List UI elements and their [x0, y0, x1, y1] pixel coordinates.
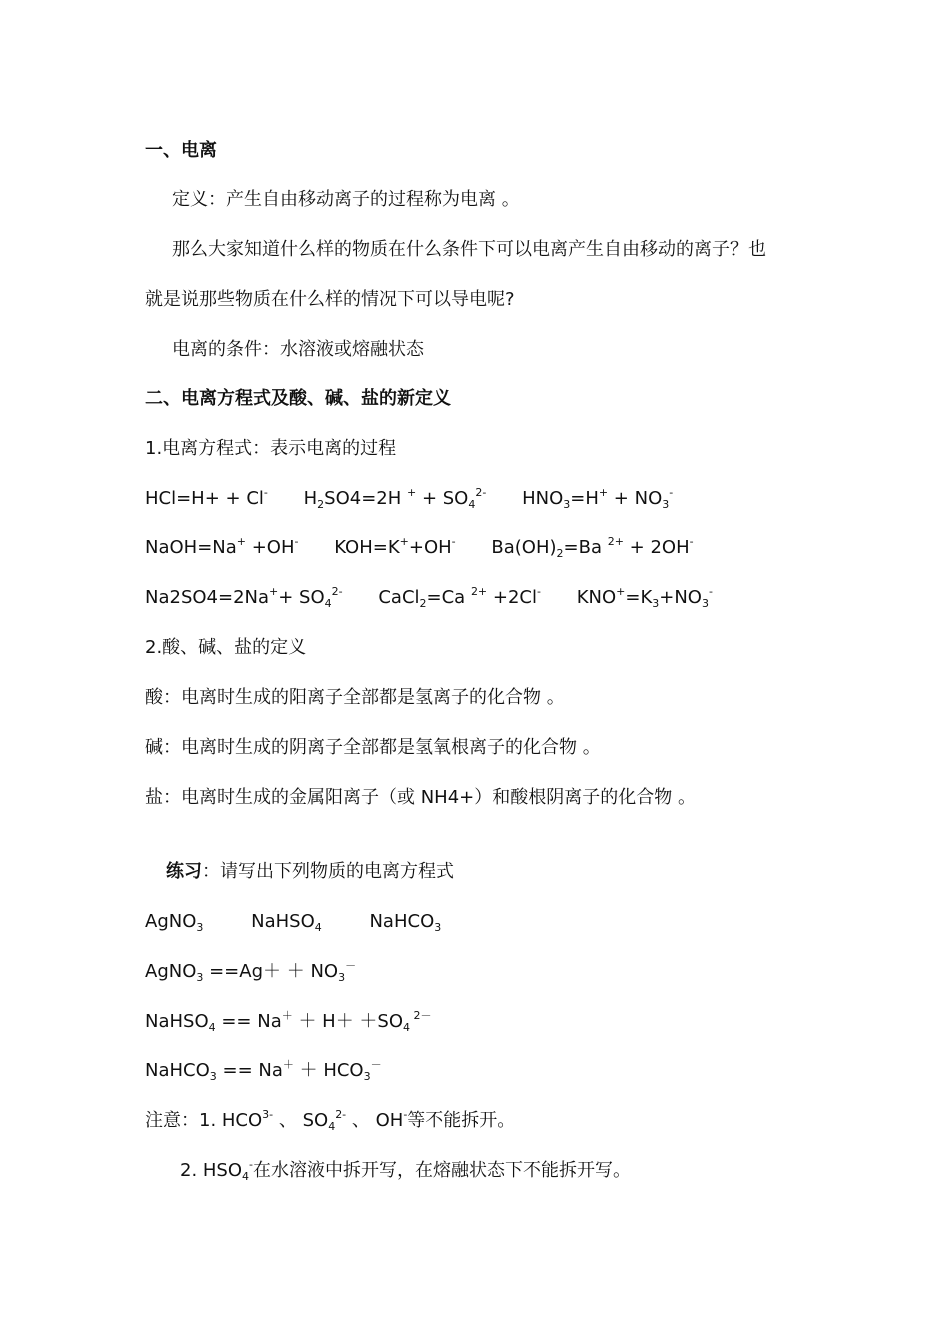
subsection-acid-base-salt: 2.酸、碱、盐的定义: [145, 637, 307, 658]
acid-definition: 酸：电离时生成的阳离子全部都是氢离子的化合物 。: [145, 687, 565, 708]
subsection-ionization-equation: 1.电离方程式：表示电离的过程: [145, 438, 397, 459]
ionization-definition: 定义：产生自由移动离子的过程称为电离 。: [172, 189, 520, 210]
base-definition: 碱：电离时生成的阴离子全部都是氢氧根离子的化合物 。: [145, 737, 601, 758]
equation-h2so4: $H_2SO4=2H$ $^+ + SO_4^{2-}$: [303, 486, 487, 511]
note-2: 2. $HSO_4^-$在水溶液中拆开写，在熔融状态下不能拆开写。: [180, 1158, 632, 1183]
ionization-conditions: 电离的条件：水溶液或熔融状态: [172, 339, 424, 360]
practice-compounds: [145, 909, 830, 935]
answer-nahso4: NaHSO$_4$ == $Na^+ + H+ +SO_4$ $^{2-}$: [145, 1009, 432, 1034]
equation-row-1: [145, 486, 830, 512]
equation-kno3: $KNO^+=K_3+NO_3^-$: [576, 585, 713, 610]
answer-agno3: AgNO$_3$ $==Ag+ + NO_3^-$: [145, 959, 357, 984]
answer-nahco3: NaHCO$_3$ == $Na^+ + HCO_3^-$: [145, 1058, 382, 1083]
equation-na2so4: $Na2SO4=2Na^++ SO_4^{2-}$: [145, 585, 343, 610]
compound-nahco3: NaHCO$_3$: [369, 911, 442, 934]
equation-koh: KOH=K++OH-: [334, 535, 456, 558]
compound-nahso4: NaHSO$_4$: [251, 911, 322, 934]
section-1-heading: 一、电离: [145, 140, 217, 161]
equation-hcl: HCl=H+ + Cl-: [145, 486, 268, 509]
question-line-1: 那么大家知道什么样的物质在什么条件下可以电离产生自由移动的离子？也: [172, 239, 766, 260]
practice-label: 练习: [166, 861, 202, 882]
salt-definition: 盐：电离时生成的金属阳离子（或 NH4+）和酸根阴离子的化合物 。: [145, 787, 696, 808]
equation-baoh2: $Ba(OH)_2=Ba$ $^{2+}$ + 2OH-: [491, 535, 694, 560]
equation-naoh: NaOH=Na+ +OH-: [145, 535, 299, 558]
equation-row-2: [145, 535, 830, 561]
practice-prompt: ：请写出下列物质的电离方程式: [202, 861, 454, 882]
equation-hno3: $HNO_3=H^+ + NO_3^-$: [522, 486, 674, 511]
note-1: 注意：1. $HCO^{3-}$ 、 $SO_4^{2-}$ 、 OH-等不能拆开。: [145, 1108, 516, 1133]
section-2-heading: 二、电离方程式及酸、碱、盐的新定义: [145, 388, 451, 409]
compound-agno3: AgNO$_3$: [145, 911, 204, 934]
equation-cacl2: CaCl$_2$=Ca $^{2+}$ +2Cl-: [378, 585, 541, 610]
equation-row-3: [145, 585, 830, 611]
practice-heading: [166, 859, 830, 885]
question-line-2: 就是说那些物质在什么样的情况下可以导电呢?: [145, 289, 515, 310]
